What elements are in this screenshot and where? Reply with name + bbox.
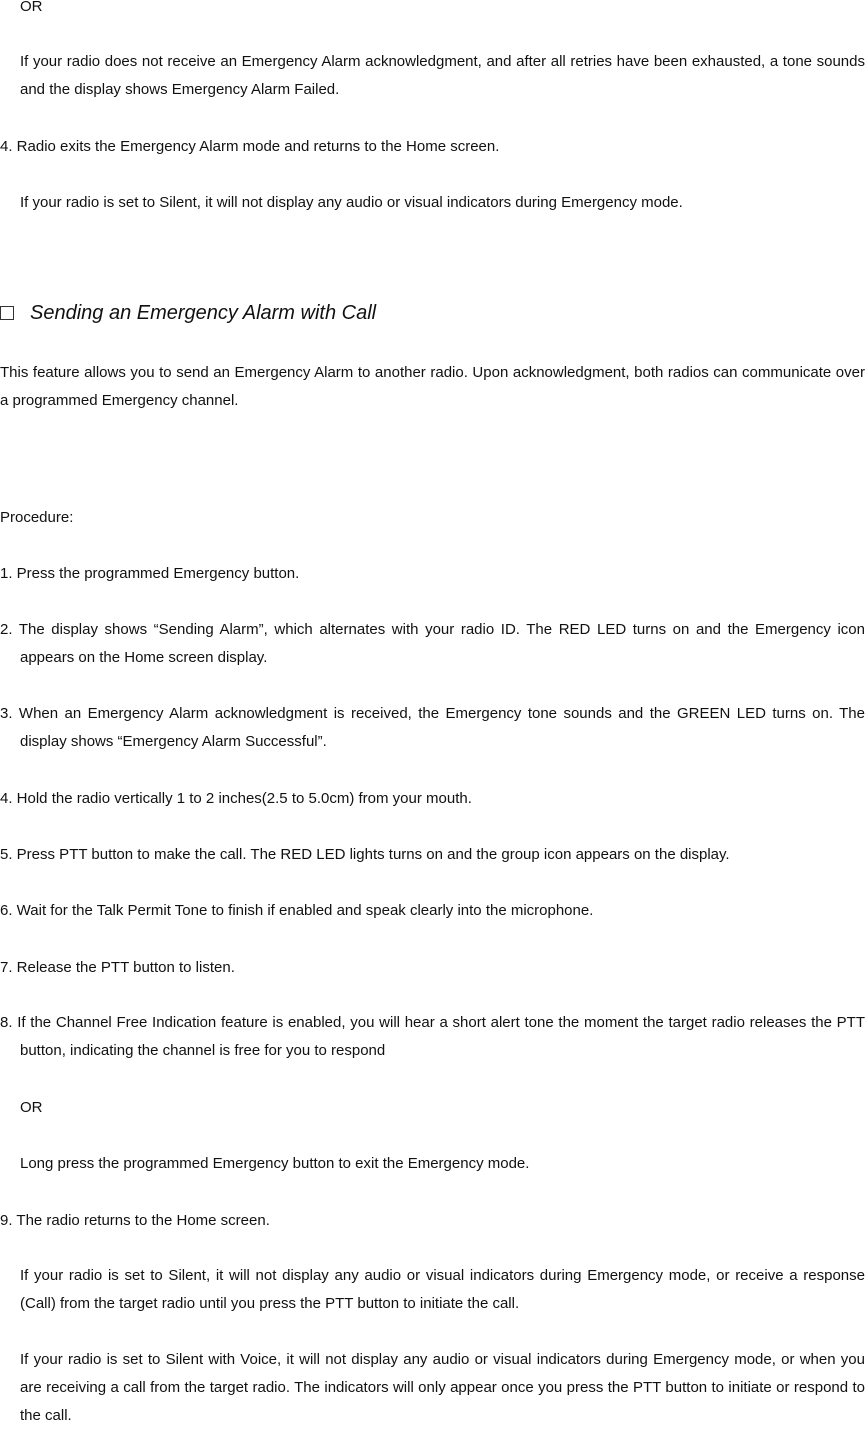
procedure-step-1: 1. Press the programmed Emergency button. — [0, 565, 300, 582]
procedure-step-2: 2. The display shows “Sending Alarm”, which alternates with your radio ID. The RED LED turns on and the Emergency icon appears on the Home screen display. — [0, 621, 865, 666]
feature-intro-paragraph: This feature allows you to send an Emergency Alarm to another radio. Upon acknowledgment, both radios can communicate over a programmed Emergency channel. — [0, 364, 865, 409]
procedure-step-7: 7. Release the PTT button to listen. — [0, 959, 235, 976]
section-heading-text: Sending an Emergency Alarm with Call — [30, 302, 377, 324]
checkbox-icon — [0, 306, 14, 320]
procedure-step-8: 8. If the Channel Free Indication feature is enabled, you will hear a short alert tone the moment the target radio releases the PTT button, indicating the channel is free for you to respond — [0, 1014, 865, 1059]
procedure-step-3: 3. When an Emergency Alarm acknowledgment is received, the Emergency tone sounds and the GREEN LED turns on. The display shows “Emergency Alarm Successful”. — [0, 705, 865, 750]
procedure-step-5: 5. Press PTT button to make the call. The RED LED lights turns on and the group icon appears on the display. — [0, 846, 730, 863]
procedure-step-4: 4. Hold the radio vertically 1 to 2 inches(2.5 to 5.0cm) from your mouth. — [0, 790, 472, 807]
silent-note-2: If your radio is set to Silent, it will not display any audio or visual indicators during Emergency mode, or receive a response (Call) from the target radio until you press the PTT button to initiate the call. — [20, 1267, 865, 1312]
procedure-step-9: 9. The radio returns to the Home screen. — [0, 1212, 270, 1229]
step-exit-emergency: 4. Radio exits the Emergency Alarm mode and returns to the Home screen. — [0, 138, 500, 155]
long-press-instruction: Long press the programmed Emergency button to exit the Emergency mode. — [20, 1155, 530, 1172]
silent-with-voice-note: If your radio is set to Silent with Voice, it will not display any audio or visual indicators during Emergency mode, or when you are receiving a call from the target radio. The indicators will only appear once you press the PTT button to initiate or respond to the call. — [20, 1351, 865, 1424]
procedure-label: Procedure: — [0, 509, 74, 526]
or-text-2: OR — [20, 1099, 43, 1116]
procedure-step-6: 6. Wait for the Talk Permit Tone to finish if enabled and speak clearly into the microphone. — [0, 902, 594, 919]
section-heading — [0, 300, 376, 326]
silent-note: If your radio is set to Silent, it will not display any audio or visual indicators during Emergency mode. — [20, 194, 683, 211]
no-acknowledgment-paragraph: If your radio does not receive an Emergency Alarm acknowledgment, and after all retries have been exhausted, a tone sounds and the display shows Emergency Alarm Failed. — [20, 53, 865, 98]
or-text: OR — [20, 0, 43, 15]
